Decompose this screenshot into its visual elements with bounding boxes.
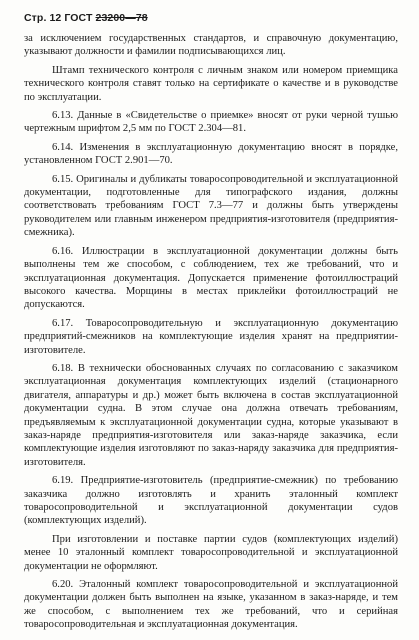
paragraph-continuation: за исключением государственных стандартов, и справочную документацию, указывают должности и фамилии подписывающихся лиц. — [24, 33, 398, 58]
paragraph-6-18: 6.18. В технически обоснованных случаях по согласованию с заказчиком эксплуатационная документация комплектующих изделий (стационарного двигателя, аппаратуры и др.) может быть включена в состав эксплуатационной документации судна. В этом случае она должна отвечать требованиям, предъявляемым к эксплуатационной документации судна, которые указывают в заказ-наряде предприятия-изготовителя или заказ-наряде заказчика, если комплектующие изделия изготовляют по заказ-наряду заказчика для предприятия-изготовителя. — [24, 362, 398, 468]
header-standard-number: 23200—78 — [95, 12, 148, 24]
paragraph-6-19: 6.19. Предприятие-изготовитель (предприятие-смежник) по требованию заказчика должно изготовлять и хранить эталонный комплект товаросопроводительной и эксплуатационной документации судов (комплектующих изделий). — [24, 475, 398, 527]
paragraph-6-14: 6.14. Изменения в эксплуатационную документацию вносят в порядке, установленном ГОСТ 2.901—70. — [24, 141, 398, 167]
paragraph-6-20: 6.20. Эталонный комплект товаросопроводительной и эксплуатационной документации должен быть выполнен на языке, указанном в заказ-наряде, и тем же способом, с выполнением тех же требований, что и серийная товаросопроводительная и эксплуатационная документация. — [24, 579, 398, 631]
paragraph-6-17: 6.17. Товаросопроводительную и эксплуатационную документацию предприятий-смежников на комплектующие изделия хранят на предприятии-изготовителе. — [24, 317, 398, 356]
paragraph-6-15: 6.15. Оригиналы и дубликаты товаросопроводительной и эксплуатационной документации, подготовленные для типографского издания, должны соответствовать требованиям ГОСТ 7.3—77 и должны быть утверждены руководителем или главным инженером предприятия-изготовителя (предприятия-смежника). — [24, 173, 398, 239]
paragraph-6-13: 6.13. Данные в «Свидетельстве о приемке» вносят от руки черной тушью чертежным шрифтом 2,5 мм по ГОСТ 2.304—81. — [24, 110, 398, 135]
page-header — [24, 12, 148, 24]
paragraph-stamp: Штамп технического контроля с личным знаком или номером приемщика технического контроля ставят только на сертификате о качестве и в руководстве по эксплуатации. — [24, 64, 398, 103]
header-prefix: Стр. 12 ГОСТ — [24, 12, 96, 24]
paragraph-batch: При изготовлении и поставке партии судов (комплектующих изделий) менее 10 эталонный комплект товаросопроводительной и эксплуатационной документации не оформляют. — [24, 533, 398, 572]
body-text — [24, 32, 398, 637]
paragraph-6-16: 6.16. Иллюстрации в эксплуатационной документации должны быть выполнены тем же способом, с соблюдением, тех же требований, что и эксплуатационная документация. Допускается применение фотоиллюстраций высокого качества. Морщины в местах приклейки фотоиллюстраций не допускаются. — [24, 245, 398, 311]
